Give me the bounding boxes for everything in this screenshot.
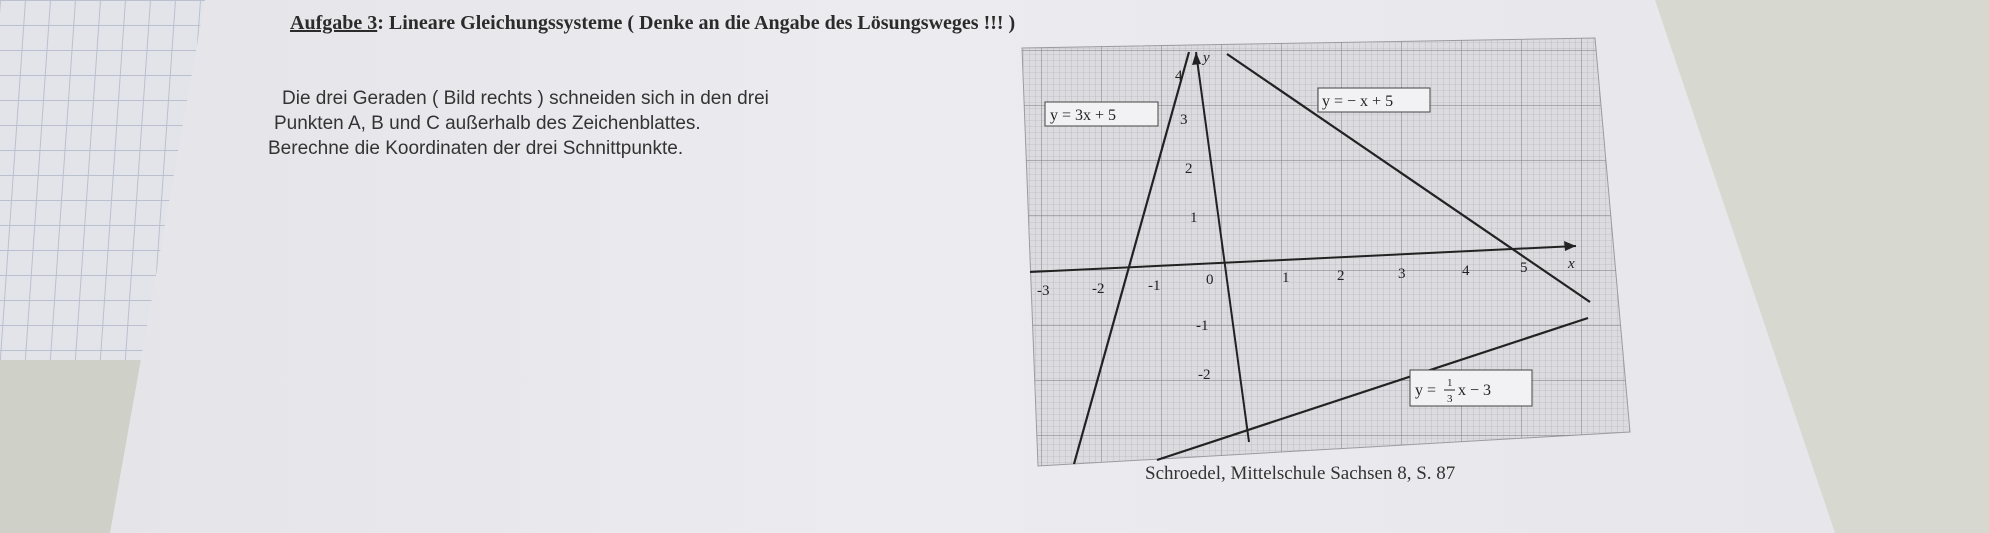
x-tick-label: 3 [1398, 266, 1406, 282]
label-box-line2 [1318, 88, 1430, 112]
y-tick-label: 1 [1190, 210, 1198, 226]
x-tick-label: 1 [1282, 270, 1290, 286]
line2-label: y = − x + 5 [1322, 93, 1394, 110]
x-tick-label: -2 [1092, 281, 1105, 297]
y-tick-label: 3 [1180, 112, 1188, 128]
task-label: Aufgabe 3 [290, 12, 378, 34]
x-tick-label: 2 [1337, 268, 1345, 284]
y-tick-label: -1 [1196, 318, 1209, 334]
source-citation: Schroedel, Mittelschule Sachsen 8, S. 87 [1145, 463, 1456, 484]
line3-fraction-denominator: 3 [1447, 393, 1453, 405]
line3-label-prefix: y = [1415, 382, 1437, 399]
x-axis-label: x [1568, 256, 1575, 272]
label-box-line1 [1045, 102, 1158, 126]
task-title-text: : Lineare Gleichungssysteme ( Denke an die Angabe des Lösungsweges !!! ) [377, 12, 1016, 34]
x-tick-label: -3 [1037, 283, 1050, 299]
y-axis-label: y [1203, 50, 1210, 66]
label-box-line3 [1410, 370, 1532, 406]
x-tick-label: -1 [1148, 278, 1161, 294]
description-line: Die drei Geraden ( Bild rechts ) schneiden sich in den drei [282, 88, 769, 109]
description-line: Berechne die Koordinaten der drei Schnittpunkte. [268, 138, 684, 159]
description-line: Punkten A, B und C außerhalb des Zeichenblattes. [274, 113, 701, 134]
y-tick-label: 4 [1175, 68, 1183, 84]
line3-label-suffix: x − 3 [1458, 382, 1492, 399]
x-tick-label: 4 [1462, 263, 1470, 279]
line1-label: y = 3x + 5 [1050, 107, 1117, 124]
y-tick-label: -2 [1198, 367, 1211, 383]
x-tick-label: 5 [1520, 260, 1528, 276]
x-tick-label: 0 [1206, 272, 1214, 288]
y-tick-label: 2 [1185, 161, 1193, 177]
line3-fraction-numerator: 1 [1447, 377, 1453, 389]
